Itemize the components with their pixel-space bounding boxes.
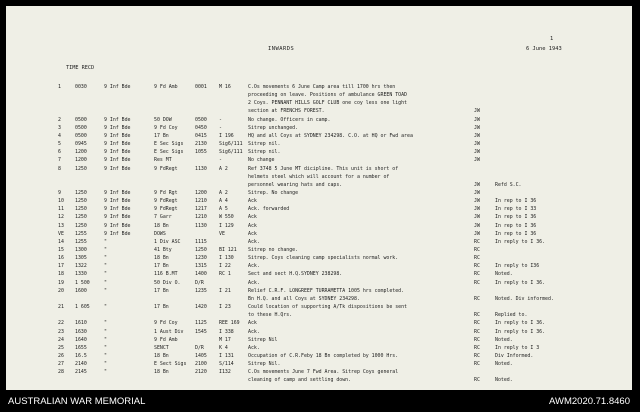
log-row: [6, 108, 632, 115]
log-row: [6, 133, 632, 140]
cell-no: 24: [58, 336, 64, 343]
cell-init: JW: [474, 181, 480, 188]
log-row: [6, 231, 632, 238]
cell-to: DOWS: [154, 230, 166, 237]
cell-cls: I 338: [219, 328, 234, 335]
cell-init: JW: [474, 214, 480, 221]
cell-remark: In rep to I 36: [495, 222, 537, 229]
cell-cls: M 16: [219, 84, 231, 90]
cell-ref: 1200: [195, 189, 207, 196]
log-row: [6, 125, 632, 132]
cell-time: 1200: [75, 157, 87, 164]
cell-to: 1 Div ASC: [154, 238, 181, 245]
footer-institution: AUSTRALIAN WAR MEMORIAL: [8, 396, 146, 407]
log-row: [6, 190, 632, 197]
cell-init: JW: [474, 222, 480, 229]
cell-text: proceeding on leave. Positions of ambulance GREEN TOAD: [248, 92, 407, 99]
cell-to: 9 Fd Amb: [154, 336, 178, 343]
cell-cls: -: [219, 157, 222, 164]
cell-text: C.Os movements June 7 Fwd Area. Sitrep Coys general: [248, 369, 399, 376]
cell-init: JW: [474, 149, 480, 156]
log-row: [6, 198, 632, 205]
cell-from: 9 Inf Bde: [104, 157, 131, 164]
cell-ref: 0001: [195, 84, 207, 90]
page-title: INWARDS: [268, 46, 295, 52]
cell-time: 16.5: [75, 352, 87, 359]
cell-to: 18 Bn: [154, 369, 169, 376]
cell-text: Sitrep nil.: [248, 149, 281, 156]
cell-text: Relief C.R.F. LONGREEF TURRAMETTA 1005 hrs completed.: [248, 287, 405, 294]
cell-ref: 0500: [195, 116, 207, 123]
cell-text: Could location of supporting A/Tk dispositions be sent: [248, 304, 407, 311]
cell-cls: W 550: [219, 214, 234, 221]
log-row: [6, 312, 632, 319]
cell-ref: 1235: [195, 287, 207, 294]
cell-init: RC: [474, 279, 480, 286]
cell-init: RC: [474, 295, 480, 302]
log-row: [6, 100, 632, 107]
cell-cls: Sig6/111: [219, 149, 243, 156]
cell-time: 1300: [75, 247, 87, 253]
cell-from: ": [104, 320, 107, 327]
cell-text: Ack: [248, 320, 257, 327]
log-row: [6, 361, 632, 368]
log-row: [6, 166, 632, 173]
cell-from: 9 Inf Bde: [104, 222, 131, 229]
cell-cls: A 4: [219, 198, 228, 205]
cell-remark: In reply to I 36.: [495, 279, 546, 286]
cell-from: 9 Inf Bde: [104, 189, 131, 196]
cell-from: ": [104, 369, 107, 376]
cell-no: 23: [58, 328, 64, 335]
cell-text: Sitrep Nil: [248, 336, 278, 343]
log-row: [6, 369, 632, 376]
log-row: [6, 84, 632, 91]
cell-time: 1610: [75, 320, 87, 327]
cell-init: JW: [474, 108, 480, 115]
cell-ref: 1210: [195, 198, 207, 205]
page-number: 1: [550, 36, 554, 42]
cell-init: RC: [474, 312, 480, 319]
cell-no: 2: [58, 116, 61, 123]
time-recd-header: TIME RECD: [66, 65, 95, 71]
footer-accession-number: AWM2020.71.8460: [549, 396, 630, 407]
cell-time: 0500: [75, 124, 87, 131]
cell-ref: 1115: [195, 238, 207, 245]
cell-ref: 1400: [195, 271, 207, 278]
cell-to: 9 Fd Rgt: [154, 189, 178, 196]
cell-no: 13: [58, 222, 64, 229]
cell-to: E Sect Sigs: [154, 361, 187, 368]
cell-time: 1630: [75, 328, 87, 335]
cell-to: 116 B.MT: [154, 271, 178, 278]
cell-from: 9 Inf Bde: [104, 124, 131, 131]
cell-text: Sitrep unchanged.: [248, 124, 299, 131]
cell-text: cleaning of camp and settling down.: [248, 377, 352, 384]
cell-remark: In rep to I 33: [495, 206, 537, 213]
cell-cls: BI 121: [219, 247, 237, 253]
cell-to: 18 Bn: [154, 255, 169, 262]
cell-time: 1255: [75, 238, 87, 245]
cell-remark: Div Informed.: [495, 352, 534, 359]
log-row: [6, 353, 632, 360]
cell-to: 1 Aust Div: [154, 328, 184, 335]
cell-ref: 1230: [195, 255, 207, 262]
cell-from: ": [104, 361, 107, 368]
cell-text: Ref 3748 5 June MT dicipline. This unit is short of: [248, 165, 399, 172]
log-row: [6, 206, 632, 213]
cell-text: Ack.: [248, 238, 260, 245]
cell-init: RC: [474, 328, 480, 335]
cell-init: RC: [474, 352, 480, 359]
cell-time: 1250: [75, 206, 87, 213]
log-row: [6, 214, 632, 221]
cell-remark: In rep to I 36: [495, 230, 537, 237]
cell-ref: 1055: [195, 149, 207, 156]
cell-text: Sitrep nil.: [248, 141, 281, 148]
log-row: [6, 92, 632, 99]
cell-to: 41 Bty: [154, 247, 172, 253]
message-log-page: [6, 6, 632, 390]
cell-to: E Sec Sigs: [154, 141, 184, 148]
cell-no: 15: [58, 247, 64, 253]
cell-text: Occupation of C.R.Feby 18 Bn completed by 1000 Hrs.: [248, 352, 399, 359]
cell-init: RC: [474, 361, 480, 368]
cell-cls: I 130: [219, 255, 234, 262]
log-row: [6, 271, 632, 278]
cell-text: Ack: [248, 222, 257, 229]
cell-text: HQ and all Coys at SYDNEY 234298. C.O. at HQ or Fwd area: [248, 132, 413, 139]
cell-no: 12: [58, 214, 64, 221]
cell-no: 8: [58, 165, 61, 172]
cell-time: 1322: [75, 263, 87, 270]
cell-init: JW: [474, 116, 480, 123]
cell-time: 1255: [75, 230, 87, 237]
cell-remark: In reply to I 36.: [495, 320, 546, 327]
cell-text: Ack: [248, 214, 257, 221]
log-row: [6, 377, 632, 384]
cell-no: 25: [58, 344, 64, 351]
cell-init: RC: [474, 247, 480, 253]
cell-ref: 1217: [195, 206, 207, 213]
cell-remark: In reply to I 3: [495, 344, 540, 351]
cell-to: 17 Bn: [154, 263, 169, 270]
cell-time: 1640: [75, 336, 87, 343]
cell-ref: 1130: [195, 165, 207, 172]
cell-from: 9 Inf Bde: [104, 165, 131, 172]
cell-to: 9 Fd Coy: [154, 124, 178, 131]
cell-init: JW: [474, 230, 480, 237]
cell-ref: 2130: [195, 141, 207, 148]
cell-no: 16: [58, 255, 64, 262]
cell-from: ": [104, 304, 107, 311]
cell-cls: A 2: [219, 165, 228, 172]
log-row: [6, 182, 632, 189]
cell-remark: Noted.: [495, 336, 513, 343]
cell-to: E Sec Sigs: [154, 149, 184, 156]
cell-ref: 1545: [195, 328, 207, 335]
cell-no: 6: [58, 149, 61, 156]
log-row: [6, 157, 632, 164]
cell-ref: 1405: [195, 352, 207, 359]
cell-text: Sitrep. Coys cleaning camp specialists normal work.: [248, 255, 399, 262]
cell-text: helmets steel which will account for a number of: [248, 173, 390, 180]
log-row: [6, 296, 632, 303]
cell-time: 1655: [75, 344, 87, 351]
cell-init: RC: [474, 320, 480, 327]
cell-time: 0945: [75, 141, 87, 148]
log-date: 6 June 1943: [526, 46, 562, 52]
cell-text: personnel wearing hats and caps.: [248, 181, 343, 188]
cell-no: 27: [58, 361, 64, 368]
cell-init: RC: [474, 255, 480, 262]
cell-from: ": [104, 263, 107, 270]
cell-remark: In reply to I 36.: [495, 238, 546, 245]
cell-from: 9 Inf Bde: [104, 149, 131, 156]
cell-remark: Noted.: [495, 377, 513, 384]
cell-no: 4: [58, 132, 61, 139]
cell-text: Ack.: [248, 344, 260, 351]
cell-cls: K 4: [219, 344, 228, 351]
cell-text: No change. Officers in camp.: [248, 116, 331, 123]
cell-from: 9 Inf Bde: [104, 198, 131, 205]
cell-cls: M 17: [219, 336, 231, 343]
cell-from: 9 Inf Bde: [104, 214, 131, 221]
cell-from: ": [104, 255, 107, 262]
cell-init: JW: [474, 198, 480, 205]
cell-text: No change: [248, 157, 275, 164]
cell-from: 9 Inf Bde: [104, 132, 131, 139]
cell-no: 20: [58, 287, 64, 294]
cell-time: 1250: [75, 189, 87, 196]
cell-no: 1: [58, 84, 61, 90]
cell-time: 0500: [75, 116, 87, 123]
cell-ref: 1420: [195, 304, 207, 311]
cell-init: RC: [474, 336, 480, 343]
cell-remark: Refd S.C.: [495, 181, 522, 188]
cell-no: 19: [58, 279, 64, 286]
cell-remark: In rep to I 36: [495, 198, 537, 205]
cell-time: 1250: [75, 198, 87, 205]
cell-ref: 1315: [195, 263, 207, 270]
cell-cls: VE: [219, 230, 225, 237]
log-row: [6, 223, 632, 230]
cell-text: Bn H.Q. and all Coys at SYDNEY 234298.: [248, 295, 360, 302]
cell-no: 7: [58, 157, 61, 164]
cell-no: 9: [58, 189, 61, 196]
cell-text: Ack.: [248, 263, 260, 270]
cell-from: ": [104, 352, 107, 359]
cell-to: 7 Garr: [154, 214, 172, 221]
cell-from: 9 Inf Bde: [104, 84, 131, 90]
cell-init: JW: [474, 141, 480, 148]
cell-text: Ack: [248, 198, 257, 205]
cell-text: Ack.: [248, 328, 260, 335]
cell-text: section at FRENCHS FOREST.: [248, 108, 325, 115]
cell-ref: D/R: [195, 279, 204, 286]
cell-from: ": [104, 336, 107, 343]
cell-no: 17: [58, 263, 64, 270]
cell-cls: I 196: [219, 132, 234, 139]
cell-to: 50 Div O.: [154, 279, 181, 286]
cell-no: VE: [58, 230, 64, 237]
cell-remark: Replied to.: [495, 312, 528, 319]
cell-time: 0030: [75, 84, 87, 90]
cell-ref: D/R: [195, 344, 204, 351]
cell-text: Sitrep. No change: [248, 189, 299, 196]
cell-no: 5: [58, 141, 61, 148]
cell-no: 10: [58, 198, 64, 205]
cell-init: RC: [474, 263, 480, 270]
cell-no: 21: [58, 304, 64, 311]
cell-time: 1200: [75, 149, 87, 156]
log-row: [6, 320, 632, 327]
cell-to: 9 FdRegt: [154, 165, 178, 172]
cell-cls: I 131: [219, 352, 234, 359]
cell-time: 1600: [75, 287, 87, 294]
cell-no: 22: [58, 320, 64, 327]
cell-remark: Noted.: [495, 361, 513, 368]
cell-time: 1 605: [75, 304, 90, 311]
cell-cls: S/114: [219, 361, 234, 368]
cell-ref: 2120: [195, 369, 207, 376]
cell-init: JW: [474, 189, 480, 196]
cell-time: 1250: [75, 214, 87, 221]
cell-init: RC: [474, 271, 480, 278]
cell-to: 17 Bn: [154, 132, 169, 139]
cell-time: 1250: [75, 222, 87, 229]
cell-to: 9 Fd Coy: [154, 320, 178, 327]
log-row: [6, 255, 632, 262]
cell-no: 14: [58, 238, 64, 245]
cell-cls: RC 1: [219, 271, 231, 278]
cell-time: 1 500: [75, 279, 90, 286]
cell-to: SENCT: [154, 344, 169, 351]
cell-from: ": [104, 238, 107, 245]
cell-to: 17 Bn: [154, 304, 169, 311]
archive-footer: [0, 392, 640, 412]
cell-from: 9 Inf Bde: [104, 206, 131, 213]
cell-text: 2 Coys. PENNANT HILLS GOLF CLUB one coy less one light: [248, 100, 407, 107]
cell-to: 9 FdRegt: [154, 206, 178, 213]
cell-text: C.Os movements 6 June Camp area till 1700 hrs then: [248, 84, 396, 90]
cell-text: Sitrep Nil.: [248, 361, 281, 368]
cell-time: 1250: [75, 165, 87, 172]
cell-no: 11: [58, 206, 64, 213]
cell-text: to these H.Qrs.: [248, 312, 293, 319]
cell-to: 18 Bn: [154, 352, 169, 359]
cell-ref: 1210: [195, 214, 207, 221]
log-row: [6, 117, 632, 124]
cell-no: 18: [58, 271, 64, 278]
log-row: [6, 247, 632, 254]
cell-from: ": [104, 247, 107, 253]
cell-cls: I132: [219, 369, 231, 376]
cell-cls: -: [219, 124, 222, 131]
cell-init: JW: [474, 206, 480, 213]
cell-ref: 2100: [195, 361, 207, 368]
cell-init: JW: [474, 157, 480, 164]
cell-to: Res MT: [154, 157, 172, 164]
cell-cls: I 22: [219, 263, 231, 270]
cell-from: ": [104, 287, 107, 294]
cell-cls: A 5: [219, 206, 228, 213]
cell-to: 9 Fd Amb: [154, 84, 178, 90]
cell-cls: I 129: [219, 222, 234, 229]
cell-from: ": [104, 344, 107, 351]
cell-time: 0500: [75, 132, 87, 139]
cell-text: Ack: [248, 230, 257, 237]
cell-ref: 1125: [195, 320, 207, 327]
log-row: [6, 337, 632, 344]
cell-remark: Noted.: [495, 271, 513, 278]
cell-ref: 1250: [195, 247, 207, 253]
cell-to: 9 FdRegt: [154, 198, 178, 205]
cell-init: RC: [474, 377, 480, 384]
log-row: [6, 174, 632, 181]
cell-init: JW: [474, 124, 480, 131]
cell-time: 2140: [75, 361, 87, 368]
cell-remark: Noted. Div informed.: [495, 295, 554, 302]
cell-no: 28: [58, 369, 64, 376]
cell-init: JW: [474, 132, 480, 139]
cell-cls: Sig6/111: [219, 141, 243, 148]
log-row: [6, 280, 632, 287]
cell-no: 26: [58, 352, 64, 359]
cell-remark: In reply to I36: [495, 263, 540, 270]
cell-cls: I 23: [219, 304, 231, 311]
cell-time: 1330: [75, 271, 87, 278]
log-row: [6, 149, 632, 156]
cell-text: Ack.: [248, 279, 260, 286]
cell-no: 3: [58, 124, 61, 131]
cell-init: RC: [474, 344, 480, 351]
log-row: [6, 288, 632, 295]
cell-cls: REE 169: [219, 320, 240, 327]
cell-cls: -: [219, 116, 222, 123]
cell-ref: 0450: [195, 124, 207, 131]
cell-time: 1305: [75, 255, 87, 262]
cell-from: 9 Inf Bde: [104, 141, 131, 148]
cell-cls: I 21: [219, 287, 231, 294]
cell-remark: In rep to I 36: [495, 214, 537, 221]
cell-ref: 0415: [195, 132, 207, 139]
log-row: [6, 239, 632, 246]
cell-to: 50 DOW: [154, 116, 172, 123]
cell-cls: A 2: [219, 189, 228, 196]
cell-from: 9 Inf Bde: [104, 116, 131, 123]
cell-text: Sect and sect H.Q.SYDNEY 238298.: [248, 271, 343, 278]
cell-text: Sitrep no change.: [248, 247, 299, 253]
cell-to: 17 Bn: [154, 287, 169, 294]
cell-from: ": [104, 328, 107, 335]
log-row: [6, 263, 632, 270]
log-row: [6, 304, 632, 311]
cell-ref: 1130: [195, 222, 207, 229]
cell-time: 2145: [75, 369, 87, 376]
cell-from: 9 Inf Bde: [104, 230, 131, 237]
cell-from: ": [104, 271, 107, 278]
cell-text: Ack. forwarded: [248, 206, 290, 213]
cell-from: ": [104, 279, 107, 286]
cell-to: 18 Bn: [154, 222, 169, 229]
log-row: [6, 345, 632, 352]
cell-init: RC: [474, 238, 480, 245]
log-row: [6, 329, 632, 336]
cell-remark: In reply to I 36.: [495, 328, 546, 335]
log-row: [6, 141, 632, 148]
